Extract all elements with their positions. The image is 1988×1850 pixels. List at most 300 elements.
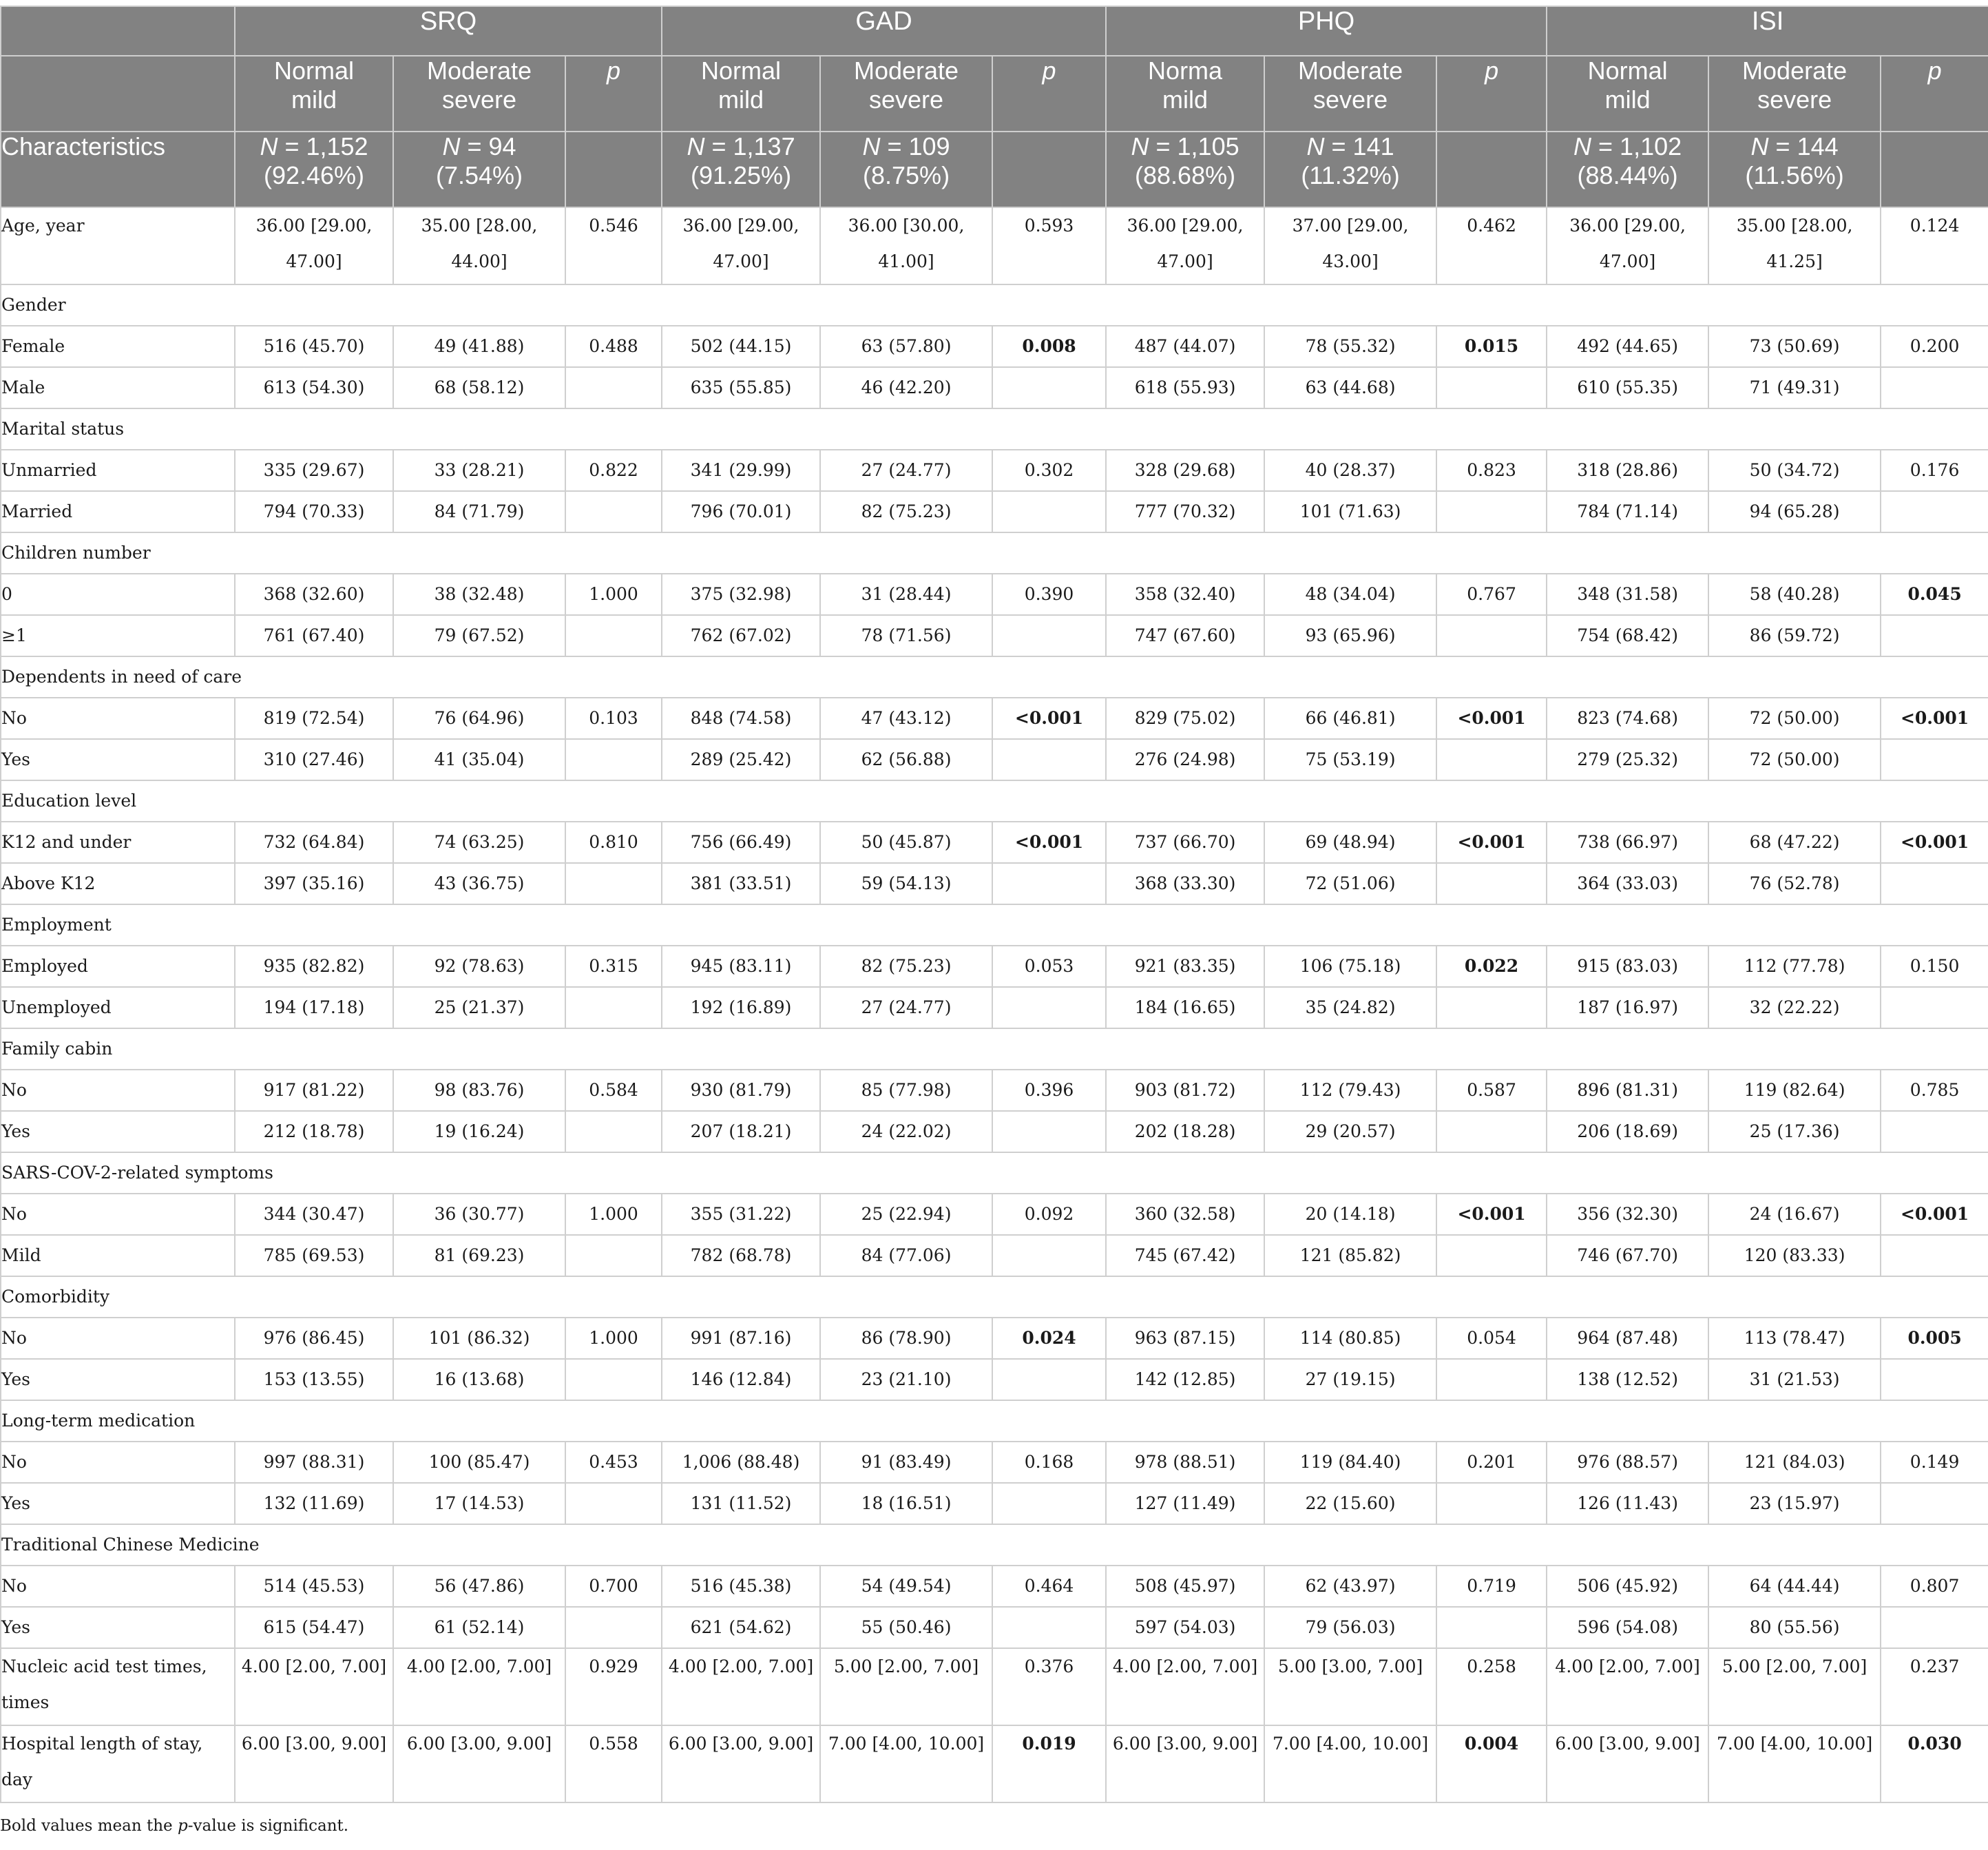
p-value-cell xyxy=(992,367,1106,408)
group-row xyxy=(1,656,1988,698)
group-label: Education level xyxy=(1,780,1988,822)
p-value-cell: 0.005 xyxy=(1881,1318,1988,1359)
p-value-cell xyxy=(1881,1111,1988,1152)
value-cell: 514 (45.53) xyxy=(235,1566,393,1607)
row-label: Yes xyxy=(1,739,235,780)
value-cell: 976 (86.45) xyxy=(235,1318,393,1359)
p-value-cell xyxy=(1436,987,1547,1028)
value-cell: 7.00 [4.00, 10.00] xyxy=(1264,1725,1436,1802)
value-cell: 29 (20.57) xyxy=(1264,1111,1436,1152)
value-cell: 318 (28.86) xyxy=(1547,450,1708,491)
header-subgroup-label: Normal mild xyxy=(662,56,820,132)
value-cell: 381 (33.51) xyxy=(662,863,820,904)
value-cell: 4.00 [2.00, 7.00] xyxy=(662,1648,820,1725)
value-cell: 84 (77.06) xyxy=(820,1235,992,1276)
value-cell: 23 (15.97) xyxy=(1708,1483,1881,1524)
table-row xyxy=(1,1607,1988,1648)
header-sample-size: N = 1,152 (92.46%) xyxy=(235,132,393,207)
value-cell: 27 (24.77) xyxy=(820,450,992,491)
p-value-cell xyxy=(992,491,1106,532)
value-cell: 36.00 [29.00, 47.00] xyxy=(1547,207,1708,284)
p-value-cell: 0.315 xyxy=(565,946,662,987)
header-group-gad: GAD xyxy=(662,6,1106,56)
value-cell: 36 (30.77) xyxy=(393,1194,565,1235)
p-value-cell xyxy=(1881,367,1988,408)
value-cell: 114 (80.85) xyxy=(1264,1318,1436,1359)
value-cell: 23 (21.10) xyxy=(820,1359,992,1400)
header-row-subgroups xyxy=(1,56,1988,132)
p-value-cell: 1.000 xyxy=(565,1318,662,1359)
row-label: Age, year xyxy=(1,207,235,284)
p-value-cell: 0.396 xyxy=(992,1070,1106,1111)
value-cell: 746 (67.70) xyxy=(1547,1235,1708,1276)
value-cell: 18 (16.51) xyxy=(820,1483,992,1524)
p-value-cell xyxy=(1436,1607,1547,1648)
group-row xyxy=(1,904,1988,946)
value-cell: 37.00 [29.00, 43.00] xyxy=(1264,207,1436,284)
table-row xyxy=(1,987,1988,1028)
value-cell: 935 (82.82) xyxy=(235,946,393,987)
value-cell: 7.00 [4.00, 10.00] xyxy=(820,1725,992,1802)
p-value-cell xyxy=(565,491,662,532)
row-label: K12 and under xyxy=(1,822,235,863)
table-row xyxy=(1,367,1988,408)
value-cell: 50 (45.87) xyxy=(820,822,992,863)
p-value-cell: 0.488 xyxy=(565,326,662,367)
p-value-cell xyxy=(565,367,662,408)
value-cell: 896 (81.31) xyxy=(1547,1070,1708,1111)
results-table xyxy=(0,6,1988,1803)
p-value-cell xyxy=(992,739,1106,780)
p-value-cell: 0.200 xyxy=(1881,326,1988,367)
value-cell: 192 (16.89) xyxy=(662,987,820,1028)
p-value-cell xyxy=(1881,863,1988,904)
row-label: ≥1 xyxy=(1,615,235,656)
header-group-phq: PHQ xyxy=(1106,6,1547,56)
value-cell: 202 (18.28) xyxy=(1106,1111,1264,1152)
header-empty-cell xyxy=(1,6,235,56)
value-cell: 621 (54.62) xyxy=(662,1607,820,1648)
value-cell: 596 (54.08) xyxy=(1547,1607,1708,1648)
row-label: Hospital length of stay, day xyxy=(1,1725,235,1802)
group-row xyxy=(1,1028,1988,1070)
footnote-suffix: -value is significant. xyxy=(187,1817,349,1835)
value-cell: 16 (13.68) xyxy=(393,1359,565,1400)
p-value-cell: 1.000 xyxy=(565,574,662,615)
row-label: Yes xyxy=(1,1607,235,1648)
value-cell: 32 (22.22) xyxy=(1708,987,1881,1028)
table-row xyxy=(1,491,1988,532)
value-cell: 127 (11.49) xyxy=(1106,1483,1264,1524)
value-cell: 100 (85.47) xyxy=(393,1442,565,1483)
value-cell: 48 (34.04) xyxy=(1264,574,1436,615)
table-row xyxy=(1,574,1988,615)
header-empty-cell xyxy=(1,56,235,132)
table-row xyxy=(1,1566,1988,1607)
p-value-cell: <0.001 xyxy=(1436,698,1547,739)
table-row xyxy=(1,1194,1988,1235)
table-row xyxy=(1,1442,1988,1483)
value-cell: 6.00 [3.00, 9.00] xyxy=(1547,1725,1708,1802)
table-row xyxy=(1,863,1988,904)
value-cell: 72 (51.06) xyxy=(1264,863,1436,904)
header-p-label: p xyxy=(1881,56,1988,132)
value-cell: 492 (44.65) xyxy=(1547,326,1708,367)
value-cell: 112 (77.78) xyxy=(1708,946,1881,987)
value-cell: 36.00 [29.00, 47.00] xyxy=(1106,207,1264,284)
group-row xyxy=(1,1276,1988,1318)
value-cell: 635 (55.85) xyxy=(662,367,820,408)
table-body xyxy=(1,207,1988,1802)
value-cell: 85 (77.98) xyxy=(820,1070,992,1111)
header-sample-size: N = 141 (11.32%) xyxy=(1264,132,1436,207)
row-label: No xyxy=(1,1566,235,1607)
header-p-label: p xyxy=(992,56,1106,132)
value-cell: 964 (87.48) xyxy=(1547,1318,1708,1359)
table-row xyxy=(1,946,1988,987)
value-cell: 55 (50.46) xyxy=(820,1607,992,1648)
group-row xyxy=(1,780,1988,822)
p-value-cell: <0.001 xyxy=(1436,1194,1547,1235)
p-value-cell: 0.019 xyxy=(992,1725,1106,1802)
value-cell: 24 (16.67) xyxy=(1708,1194,1881,1235)
value-cell: 31 (21.53) xyxy=(1708,1359,1881,1400)
table-row xyxy=(1,698,1988,739)
value-cell: 368 (32.60) xyxy=(235,574,393,615)
p-value-cell: 0.546 xyxy=(565,207,662,284)
header-subgroup-label: Normal mild xyxy=(1547,56,1708,132)
value-cell: 276 (24.98) xyxy=(1106,739,1264,780)
value-cell: 35.00 [28.00, 44.00] xyxy=(393,207,565,284)
p-value-cell: 0.015 xyxy=(1436,326,1547,367)
p-value-cell xyxy=(1881,1607,1988,1648)
header-sample-size: N = 1,105 (88.68%) xyxy=(1106,132,1264,207)
group-row xyxy=(1,284,1988,326)
value-cell: 508 (45.97) xyxy=(1106,1566,1264,1607)
value-cell: 25 (22.94) xyxy=(820,1194,992,1235)
value-cell: 86 (78.90) xyxy=(820,1318,992,1359)
value-cell: 1,006 (88.48) xyxy=(662,1442,820,1483)
p-value-cell: 0.587 xyxy=(1436,1070,1547,1111)
value-cell: 19 (16.24) xyxy=(393,1111,565,1152)
table-row xyxy=(1,1359,1988,1400)
p-value-cell: 0.302 xyxy=(992,450,1106,491)
value-cell: 754 (68.42) xyxy=(1547,615,1708,656)
p-value-cell: 0.237 xyxy=(1881,1648,1988,1725)
p-value-cell: <0.001 xyxy=(1881,698,1988,739)
value-cell: 289 (25.42) xyxy=(662,739,820,780)
value-cell: 516 (45.70) xyxy=(235,326,393,367)
value-cell: 76 (52.78) xyxy=(1708,863,1881,904)
group-row xyxy=(1,1152,1988,1194)
value-cell: 63 (57.80) xyxy=(820,326,992,367)
p-value-cell: 0.124 xyxy=(1881,207,1988,284)
value-cell: 62 (43.97) xyxy=(1264,1566,1436,1607)
value-cell: 24 (22.02) xyxy=(820,1111,992,1152)
value-cell: 502 (44.15) xyxy=(662,326,820,367)
value-cell: 153 (13.55) xyxy=(235,1359,393,1400)
table-row xyxy=(1,1483,1988,1524)
p-value-cell: 1.000 xyxy=(565,1194,662,1235)
value-cell: 72 (50.00) xyxy=(1708,698,1881,739)
p-value-cell: <0.001 xyxy=(1436,822,1547,863)
p-value-cell xyxy=(1436,491,1547,532)
table-row xyxy=(1,207,1988,284)
value-cell: 59 (54.13) xyxy=(820,863,992,904)
header-p-label: p xyxy=(1436,56,1547,132)
value-cell: 146 (12.84) xyxy=(662,1359,820,1400)
p-value-cell: 0.054 xyxy=(1436,1318,1547,1359)
p-value-cell xyxy=(992,1111,1106,1152)
p-value-cell: <0.001 xyxy=(1881,1194,1988,1235)
value-cell: 93 (65.96) xyxy=(1264,615,1436,656)
value-cell: 43 (36.75) xyxy=(393,863,565,904)
footnote-italic: p xyxy=(177,1817,188,1835)
row-label: No xyxy=(1,1194,235,1235)
p-value-cell: 0.785 xyxy=(1881,1070,1988,1111)
p-value-cell: 0.024 xyxy=(992,1318,1106,1359)
value-cell: 4.00 [2.00, 7.00] xyxy=(1547,1648,1708,1725)
value-cell: 25 (21.37) xyxy=(393,987,565,1028)
p-value-cell: 0.092 xyxy=(992,1194,1106,1235)
row-label: No xyxy=(1,1070,235,1111)
p-value-cell xyxy=(992,615,1106,656)
p-value-cell xyxy=(1881,987,1988,1028)
row-label: Married xyxy=(1,491,235,532)
value-cell: 81 (69.23) xyxy=(393,1235,565,1276)
p-value-cell: 0.258 xyxy=(1436,1648,1547,1725)
p-value-cell xyxy=(1881,1483,1988,1524)
p-value-cell xyxy=(992,1359,1106,1400)
value-cell: 138 (12.52) xyxy=(1547,1359,1708,1400)
value-cell: 310 (27.46) xyxy=(235,739,393,780)
value-cell: 27 (24.77) xyxy=(820,987,992,1028)
p-value-cell: 0.201 xyxy=(1436,1442,1547,1483)
group-label: Comorbidity xyxy=(1,1276,1988,1318)
header-characteristics: Characteristics xyxy=(1,132,235,207)
p-value-cell: 0.053 xyxy=(992,946,1106,987)
value-cell: 364 (33.03) xyxy=(1547,863,1708,904)
value-cell: 92 (78.63) xyxy=(393,946,565,987)
header-subgroup-label: Normal mild xyxy=(235,56,393,132)
value-cell: 58 (40.28) xyxy=(1708,574,1881,615)
p-value-cell xyxy=(1881,615,1988,656)
table-row xyxy=(1,1111,1988,1152)
group-label: Traditional Chinese Medicine xyxy=(1,1524,1988,1566)
row-label: No xyxy=(1,1442,235,1483)
p-value-cell: 0.168 xyxy=(992,1442,1106,1483)
table-row xyxy=(1,1648,1988,1725)
group-label: Children number xyxy=(1,532,1988,574)
value-cell: 84 (71.79) xyxy=(393,491,565,532)
value-cell: 71 (49.31) xyxy=(1708,367,1881,408)
value-cell: 976 (88.57) xyxy=(1547,1442,1708,1483)
p-value-cell xyxy=(992,987,1106,1028)
value-cell: 978 (88.51) xyxy=(1106,1442,1264,1483)
value-cell: 6.00 [3.00, 9.00] xyxy=(235,1725,393,1802)
value-cell: 777 (70.32) xyxy=(1106,491,1264,532)
value-cell: 17 (14.53) xyxy=(393,1483,565,1524)
value-cell: 121 (84.03) xyxy=(1708,1442,1881,1483)
value-cell: 756 (66.49) xyxy=(662,822,820,863)
header-subgroup-label: Norma mild xyxy=(1106,56,1264,132)
value-cell: 782 (68.78) xyxy=(662,1235,820,1276)
p-value-cell: 0.150 xyxy=(1881,946,1988,987)
row-label: Unmarried xyxy=(1,450,235,491)
value-cell: 6.00 [3.00, 9.00] xyxy=(393,1725,565,1802)
p-value-cell xyxy=(1436,1483,1547,1524)
row-label: Above K12 xyxy=(1,863,235,904)
value-cell: 737 (66.70) xyxy=(1106,822,1264,863)
value-cell: 54 (49.54) xyxy=(820,1566,992,1607)
p-value-cell: 0.823 xyxy=(1436,450,1547,491)
row-label: Yes xyxy=(1,1359,235,1400)
row-label: Yes xyxy=(1,1483,235,1524)
value-cell: 829 (75.02) xyxy=(1106,698,1264,739)
p-value-cell: 0.558 xyxy=(565,1725,662,1802)
group-label: Dependents in need of care xyxy=(1,656,1988,698)
header-group-srq: SRQ xyxy=(235,6,662,56)
p-value-cell: 0.008 xyxy=(992,326,1106,367)
p-value-cell: <0.001 xyxy=(992,822,1106,863)
value-cell: 613 (54.30) xyxy=(235,367,393,408)
p-value-cell xyxy=(565,1607,662,1648)
header-empty-cell xyxy=(1881,132,1988,207)
header-row-groups xyxy=(1,6,1988,56)
p-value-cell: 0.822 xyxy=(565,450,662,491)
value-cell: 33 (28.21) xyxy=(393,450,565,491)
header-subgroup-label: Moderate severe xyxy=(820,56,992,132)
value-cell: 36.00 [29.00, 47.00] xyxy=(662,207,820,284)
header-group-isi: ISI xyxy=(1547,6,1988,56)
value-cell: 38 (32.48) xyxy=(393,574,565,615)
value-cell: 91 (83.49) xyxy=(820,1442,992,1483)
value-cell: 356 (32.30) xyxy=(1547,1194,1708,1235)
row-label: No xyxy=(1,1318,235,1359)
p-value-cell: <0.001 xyxy=(992,698,1106,739)
header-subgroup-label: Moderate severe xyxy=(393,56,565,132)
value-cell: 794 (70.33) xyxy=(235,491,393,532)
p-value-cell: 0.807 xyxy=(1881,1566,1988,1607)
p-value-cell: 0.176 xyxy=(1881,450,1988,491)
value-cell: 328 (29.68) xyxy=(1106,450,1264,491)
value-cell: 903 (81.72) xyxy=(1106,1070,1264,1111)
value-cell: 279 (25.32) xyxy=(1547,739,1708,780)
group-label: Long-term medication xyxy=(1,1400,1988,1442)
row-label: Male xyxy=(1,367,235,408)
value-cell: 597 (54.03) xyxy=(1106,1607,1264,1648)
value-cell: 47 (43.12) xyxy=(820,698,992,739)
table-row xyxy=(1,1318,1988,1359)
value-cell: 6.00 [3.00, 9.00] xyxy=(662,1725,820,1802)
value-cell: 784 (71.14) xyxy=(1547,491,1708,532)
value-cell: 74 (63.25) xyxy=(393,822,565,863)
value-cell: 738 (66.97) xyxy=(1547,822,1708,863)
row-label: 0 xyxy=(1,574,235,615)
table-header xyxy=(1,6,1988,207)
value-cell: 796 (70.01) xyxy=(662,491,820,532)
value-cell: 75 (53.19) xyxy=(1264,739,1436,780)
p-value-cell xyxy=(1881,739,1988,780)
value-cell: 82 (75.23) xyxy=(820,946,992,987)
group-row xyxy=(1,408,1988,450)
value-cell: 78 (55.32) xyxy=(1264,326,1436,367)
p-value-cell xyxy=(1881,1235,1988,1276)
value-cell: 945 (83.11) xyxy=(662,946,820,987)
value-cell: 79 (56.03) xyxy=(1264,1607,1436,1648)
value-cell: 36.00 [29.00, 47.00] xyxy=(235,207,393,284)
p-value-cell xyxy=(992,1607,1106,1648)
p-value-cell: 0.149 xyxy=(1881,1442,1988,1483)
header-empty-cell xyxy=(1436,132,1547,207)
value-cell: 360 (32.58) xyxy=(1106,1194,1264,1235)
value-cell: 194 (17.18) xyxy=(235,987,393,1028)
value-cell: 62 (56.88) xyxy=(820,739,992,780)
value-cell: 69 (48.94) xyxy=(1264,822,1436,863)
value-cell: 132 (11.69) xyxy=(235,1483,393,1524)
header-sample-size: N = 109 (8.75%) xyxy=(820,132,992,207)
value-cell: 5.00 [2.00, 7.00] xyxy=(1708,1648,1881,1725)
p-value-cell xyxy=(565,1359,662,1400)
p-value-cell: 0.022 xyxy=(1436,946,1547,987)
value-cell: 368 (33.30) xyxy=(1106,863,1264,904)
p-value-cell xyxy=(1436,863,1547,904)
header-p-label: p xyxy=(565,56,662,132)
p-value-cell xyxy=(565,1111,662,1152)
row-label: Unemployed xyxy=(1,987,235,1028)
table-row xyxy=(1,1725,1988,1802)
value-cell: 72 (50.00) xyxy=(1708,739,1881,780)
value-cell: 848 (74.58) xyxy=(662,698,820,739)
value-cell: 618 (55.93) xyxy=(1106,367,1264,408)
value-cell: 917 (81.22) xyxy=(235,1070,393,1111)
value-cell: 819 (72.54) xyxy=(235,698,393,739)
value-cell: 762 (67.02) xyxy=(662,615,820,656)
group-row xyxy=(1,1524,1988,1566)
value-cell: 46 (42.20) xyxy=(820,367,992,408)
header-sample-size: N = 144 (11.56%) xyxy=(1708,132,1881,207)
p-value-cell: 0.103 xyxy=(565,698,662,739)
value-cell: 94 (65.28) xyxy=(1708,491,1881,532)
row-label: Yes xyxy=(1,1111,235,1152)
header-empty-cell xyxy=(565,132,662,207)
p-value-cell: 0.584 xyxy=(565,1070,662,1111)
p-value-cell xyxy=(992,1483,1106,1524)
p-value-cell xyxy=(1881,1359,1988,1400)
value-cell: 7.00 [4.00, 10.00] xyxy=(1708,1725,1881,1802)
value-cell: 35 (24.82) xyxy=(1264,987,1436,1028)
value-cell: 335 (29.67) xyxy=(235,450,393,491)
value-cell: 375 (32.98) xyxy=(662,574,820,615)
group-label: Family cabin xyxy=(1,1028,1988,1070)
value-cell: 106 (75.18) xyxy=(1264,946,1436,987)
value-cell: 921 (83.35) xyxy=(1106,946,1264,987)
value-cell: 64 (44.44) xyxy=(1708,1566,1881,1607)
p-value-cell xyxy=(565,1483,662,1524)
group-label: Marital status xyxy=(1,408,1988,450)
value-cell: 963 (87.15) xyxy=(1106,1318,1264,1359)
header-subgroup-label: Moderate severe xyxy=(1264,56,1436,132)
value-cell: 20 (14.18) xyxy=(1264,1194,1436,1235)
value-cell: 610 (55.35) xyxy=(1547,367,1708,408)
value-cell: 5.00 [2.00, 7.00] xyxy=(820,1648,992,1725)
row-label: Nucleic acid test times, times xyxy=(1,1648,235,1725)
value-cell: 66 (46.81) xyxy=(1264,698,1436,739)
p-value-cell xyxy=(1436,739,1547,780)
value-cell: 36.00 [30.00, 41.00] xyxy=(820,207,992,284)
p-value-cell: 0.390 xyxy=(992,574,1106,615)
p-value-cell xyxy=(1436,367,1547,408)
